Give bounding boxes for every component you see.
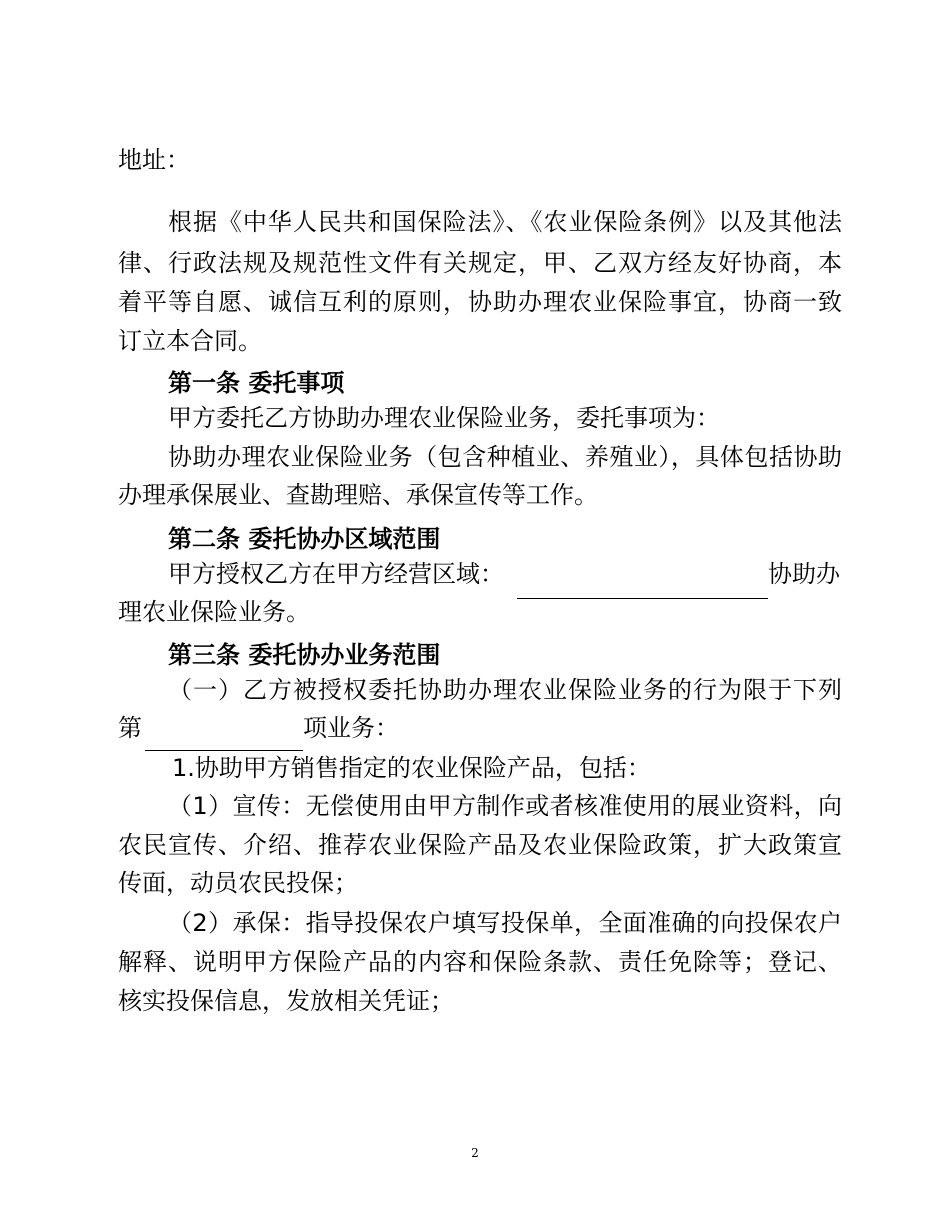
article-3-line-9: 核实投保信息，发放相关凭证； bbox=[118, 987, 454, 1015]
article-1-line-2: 协助办理农业保险业务（包含种植业、养殖业），具体包括协助 bbox=[168, 443, 842, 471]
article-3-line-8: 解释、说明甲方保险产品的内容和保险条款、责任免除等；登记、 bbox=[118, 948, 842, 976]
article-2-line-1-prefix: 甲方授权乙方在甲方经营区域： bbox=[168, 560, 504, 588]
page-number: 2 bbox=[471, 1146, 479, 1160]
intro-line-4: 订立本合同。 bbox=[118, 327, 262, 355]
article-2-heading: 第二条 委托协办区域范围 bbox=[168, 525, 441, 553]
region-blank-field bbox=[517, 598, 768, 599]
address-label: 地址： bbox=[118, 146, 190, 174]
article-1-line-1: 甲方委托乙方协助办理农业保险业务，委托事项为： bbox=[168, 404, 720, 432]
intro-line-3: 着平等自愿、诚信互利的原则，协助办理农业保险事宜，协商一致 bbox=[118, 288, 842, 316]
intro-line-2: 律、行政法规及规范性文件有关规定，甲、乙双方经友好协商，本 bbox=[118, 249, 842, 277]
article-3-line-3: 1.协助甲方销售指定的农业保险产品，包括： bbox=[172, 754, 651, 782]
article-2-line-1-suffix: 协助办 bbox=[768, 560, 840, 588]
article-2-line-2: 理农业保险业务。 bbox=[118, 598, 310, 626]
article-1-heading: 第一条 委托事项 bbox=[168, 369, 345, 397]
intro-line-1: 根据《中华人民共和国保险法》、《农业保险条例》以及其他法 bbox=[168, 208, 842, 236]
article-3-line-1: （一）乙方被授权委托协助办理农业保险业务的行为限于下列 bbox=[168, 676, 842, 704]
article-3-line-7: （2）承保：指导投保农户填写投保单，全面准确的向投保农户 bbox=[168, 909, 842, 937]
article-3-line-5: 农民宣传、介绍、推荐农业保险产品及农业保险政策，扩大政策宣 bbox=[118, 831, 842, 859]
article-3-line-2-suffix: 项业务： bbox=[303, 714, 399, 742]
article-1-line-3: 办理承保展业、查勘理赔、承保宣传等工作。 bbox=[118, 481, 598, 509]
article-3-line-6: 传面，动员农民投保； bbox=[118, 869, 358, 897]
article-3-line-2-prefix: 第 bbox=[118, 714, 142, 742]
article-3-line-4: （1）宣传：无偿使用由甲方制作或者核准使用的展业资料，向 bbox=[168, 792, 842, 820]
article-3-heading: 第三条 委托协办业务范围 bbox=[168, 641, 441, 669]
